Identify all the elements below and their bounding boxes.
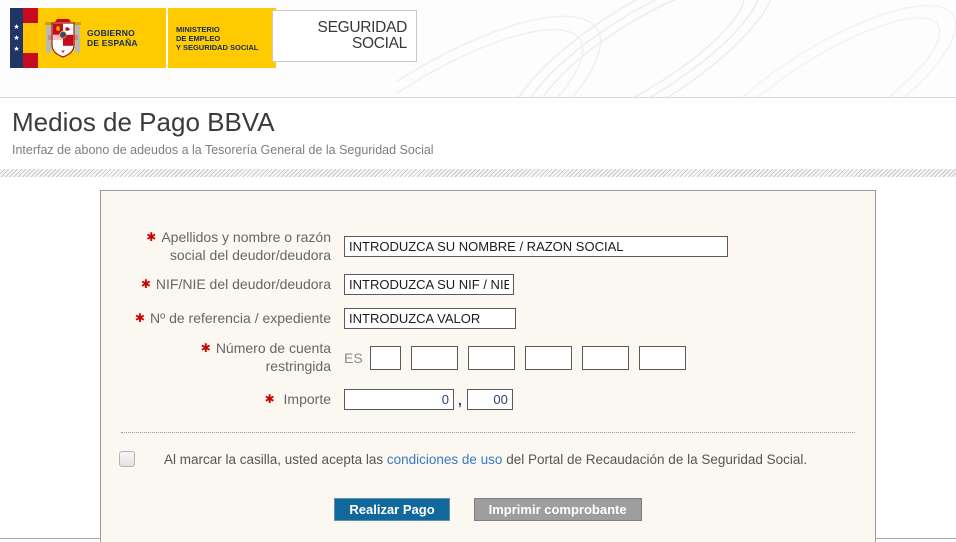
apellidos-label: ✱ Apellidos y nombre o razón social del deudor/deudora [146, 229, 331, 263]
swirl-decoration [396, 0, 956, 98]
star-icon: ★ [13, 45, 20, 53]
nif-input[interactable] [344, 274, 514, 295]
required-marker: ✱ [140, 276, 151, 291]
form-divider [121, 432, 855, 433]
button-row [101, 498, 875, 521]
required-marker: ✱ [264, 391, 275, 406]
consent-row [119, 451, 875, 467]
consent-text: Al marcar la casilla, usted acepta las condiciones de uso del Portal de Recaudación de la Seguridad Social. [164, 451, 808, 467]
importe-cents-input[interactable] [467, 389, 513, 410]
iban-box-2[interactable] [411, 346, 458, 370]
importe-euros-input[interactable] [344, 389, 454, 410]
iban-box-3[interactable] [468, 346, 515, 370]
star-icon: ★ [13, 34, 20, 42]
required-marker: ✱ [146, 230, 157, 244]
field-row-cuenta [101, 340, 875, 375]
ministerio-block [168, 8, 276, 68]
required-marker: ✱ [134, 310, 145, 325]
apellidos-input[interactable] [344, 236, 728, 257]
iban-box-4[interactable] [525, 346, 572, 370]
iban-box-6[interactable] [639, 346, 686, 370]
title-zone [0, 107, 956, 157]
required-marker: ✱ [200, 341, 211, 355]
government-logo [10, 8, 276, 68]
seguridad-social-logo: SEGURIDAD SOCIAL [272, 10, 417, 62]
payment-form-panel [100, 190, 876, 542]
referencia-input[interactable] [344, 308, 516, 329]
decimal-separator: , [458, 391, 462, 408]
spain-flag-strip [23, 8, 38, 68]
consent-checkbox[interactable] [119, 451, 135, 467]
importe-label: ✱ Importe [264, 390, 331, 407]
eu-flag-strip [10, 8, 23, 68]
page-subtitle: Interfaz de abono de adeudos a la Tesorería General de la Seguridad Social [12, 143, 434, 157]
coat-of-arms-icon [44, 13, 82, 63]
page-title: Medios de Pago BBVA [12, 107, 275, 137]
pay-button[interactable]: Realizar Pago [334, 498, 449, 521]
iban-box-1[interactable] [370, 346, 401, 370]
field-row-referencia [101, 308, 875, 329]
header [0, 0, 956, 98]
gobierno-label: GOBIERNO DE ESPAÑA [87, 28, 138, 48]
hatched-divider [0, 169, 956, 177]
field-row-apellidos [101, 229, 875, 264]
referencia-label: ✱ Nº de referencia / expediente [134, 309, 331, 326]
gobierno-block [38, 8, 166, 68]
field-row-importe [101, 389, 875, 410]
cuenta-label: ✱ Número de cuenta restringida [200, 340, 331, 374]
iban-group [344, 346, 696, 370]
star-icon: ★ [13, 23, 20, 31]
nif-label: ✱ NIF/NIE del deudor/deudora [140, 275, 331, 292]
iban-country-prefix: ES [344, 349, 363, 366]
ministerio-label: MINISTERIO DE EMPLEO Y SEGURIDAD SOCIAL [176, 24, 259, 52]
print-receipt-button[interactable]: Imprimir comprobante [474, 498, 642, 521]
field-row-nif [101, 274, 875, 295]
terms-link[interactable]: condiciones de uso [386, 451, 503, 467]
iban-box-5[interactable] [582, 346, 629, 370]
